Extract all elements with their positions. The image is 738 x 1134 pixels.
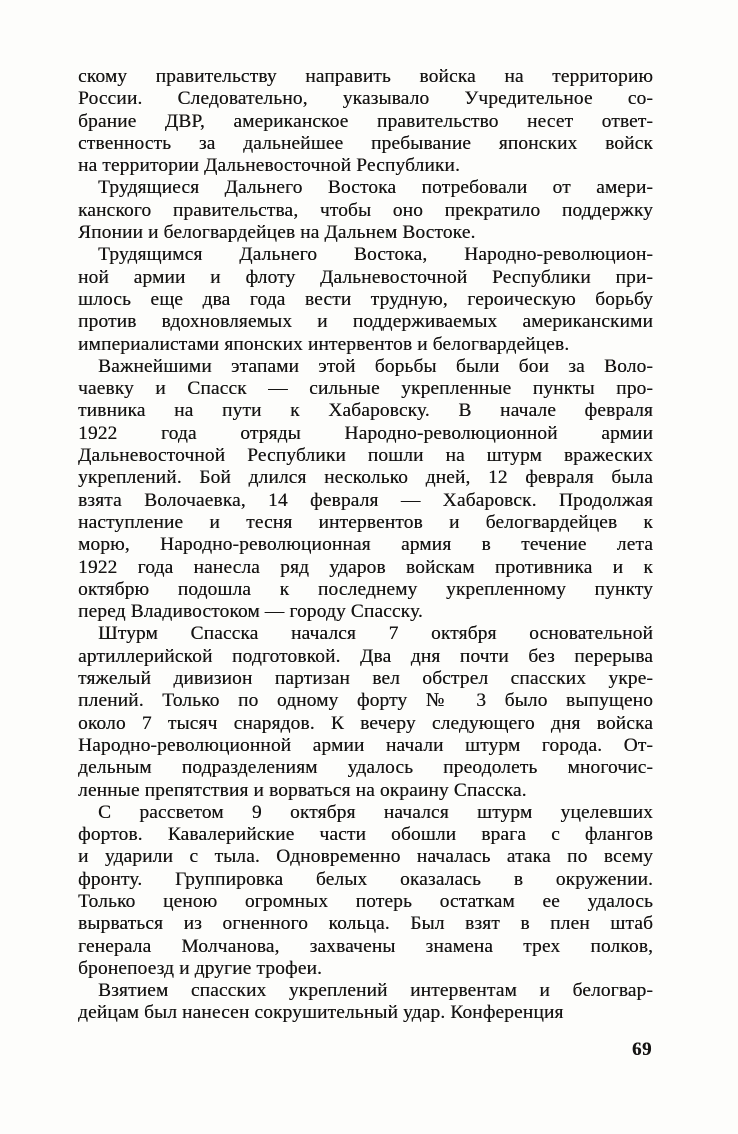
text-line: укреплений. Бой длился несколько дней, 12 февраля была	[78, 467, 653, 489]
text-line: Трудящимся Дальнего Востока, Народно-революцион-	[98, 244, 653, 266]
text-line: наступление и тесня интервентов и белогвардейцев к	[78, 511, 653, 533]
text-line: октябрю подошла к последнему укрепленному пункту	[78, 578, 653, 600]
text-line: тивника на пути к Хабаровску. В начале февраля	[78, 400, 653, 422]
text-line: Трудящиеся Дальнего Востока потребовали от амери-	[98, 177, 653, 199]
text-line: Штурм Спасска начался 7 октября основательной	[98, 623, 653, 645]
text-line: дейцам был нанесен сокрушительный удар. Конференция	[78, 1002, 564, 1024]
text-line: ственность за дальнейшее пребывание японских войск	[78, 132, 653, 154]
text-line: против вдохновляемых и поддерживаемых американскими	[78, 311, 653, 333]
text-line: Взятием спасских укреплений интервентам и белогвар-	[98, 980, 653, 1002]
text-line: бронепоезд и другие трофеи.	[78, 957, 322, 979]
text-line: дельным подразделениям удалось преодолеть многочис-	[78, 757, 653, 779]
text-line: на территории Дальневосточной Республики.	[78, 155, 460, 177]
text-line: чаевку и Спасск — сильные укрепленные пункты про-	[78, 378, 653, 400]
text-line: и ударили с тыла. Одновременно началась атака по всему	[78, 846, 653, 868]
text-line: тяжелый дивизион партизан вел обстрел спасских укре-	[78, 668, 653, 690]
text-line: морю, Народно-революционная армия в течение лета	[78, 534, 653, 556]
text-line: Важнейшими этапами этой борьбы были бои за Воло-	[98, 355, 653, 377]
text-line: империалистами японских интервентов и белогвардейцев.	[78, 333, 570, 355]
text-line: артиллерийской подготовкой. Два дня почти без перерыва	[78, 645, 653, 667]
text-line: Народно-революционной армии начали штурм города. От-	[78, 734, 653, 756]
text-line: около 7 тысяч снарядов. К вечеру следующего дня войска	[78, 712, 653, 734]
page-number: 69	[632, 1039, 652, 1060]
text-line: шлось еще два года вести трудную, героическую борьбу	[78, 288, 653, 310]
text-line: плений. Только по одному форту № 3 было выпущено	[78, 690, 653, 712]
text-line: Японии и белогвардейцев на Дальнем Востоке.	[78, 222, 476, 244]
text-line: С рассветом 9 октября начался штурм уцелевших	[98, 801, 653, 823]
text-line: фортов. Кавалерийские части обошли врага с флангов	[78, 824, 653, 846]
text-line: скому правительству направить войска на территорию	[78, 66, 653, 87]
text-line: ной армии и флоту Дальневосточной Республики при-	[78, 266, 653, 288]
text-line: ленные препятствия и ворваться на окраину Спасска.	[78, 779, 527, 801]
text-line: перед Владивостоком — городу Спасску.	[78, 601, 423, 623]
text-line: Только ценою огромных потерь остаткам ее удалось	[78, 890, 653, 912]
text-line: России. Следовательно, указывало Учредительное со-	[78, 88, 653, 110]
page-text	[78, 66, 653, 1025]
text-line: 1922 года нанесла ряд ударов войскам противника и к	[78, 556, 653, 578]
text-line: взята Волочаевка, 14 февраля — Хабаровск. Продолжая	[78, 489, 653, 511]
text-line: Дальневосточной Республики пошли на штурм вражеских	[78, 445, 653, 467]
text-line: брание ДВР, американское правительство несет ответ-	[78, 110, 653, 132]
text-line: вырваться из огненного кольца. Был взят в плен штаб	[78, 913, 653, 935]
text-line: генерала Молчанова, захвачены знамена трех полков,	[78, 935, 653, 957]
text-line: 1922 года отряды Народно-революционной армии	[78, 422, 653, 444]
text-line: фронту. Группировка белых оказалась в окружении.	[78, 868, 653, 890]
text-line: канского правительства, чтобы оно прекратило поддержку	[78, 199, 653, 221]
